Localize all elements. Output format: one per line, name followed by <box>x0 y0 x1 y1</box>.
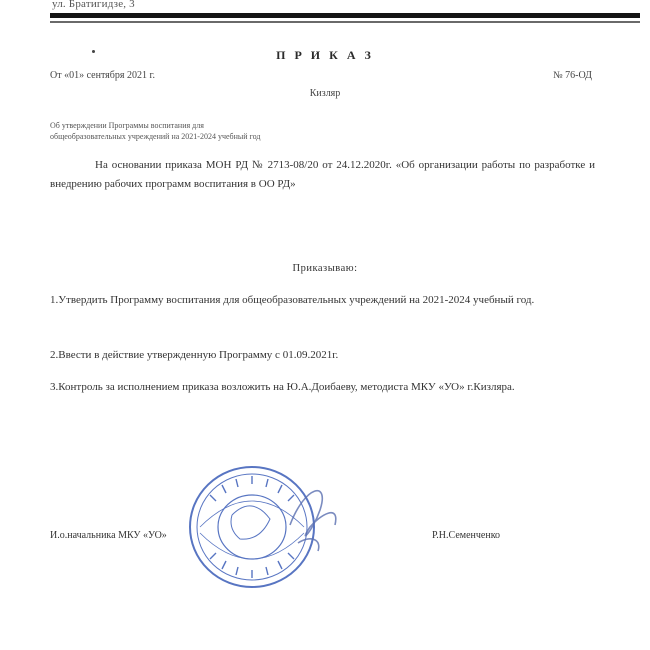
order-item-1: 1.Утвердить Программу воспитания для общеобразовательных учреждений на 2021-2024 учебный год. <box>50 294 535 306</box>
document-city: Кизляр <box>309 88 341 99</box>
official-seal-stamp <box>170 455 350 595</box>
document-number: № 76-ОД <box>553 70 592 81</box>
header-rule-thick <box>50 13 640 18</box>
subject-line-2: общеобразовательных учреждений на 2021-2024 учебный год <box>50 132 261 141</box>
subject-line-1: Об утверждении Программы воспитания для <box>50 121 204 130</box>
preamble-paragraph: На основании приказа МОН РД № 2713-08/20 от 24.12.2020г. «Об организации работы по разработке и внедрению рабочих программ воспитания в ОО РД» <box>50 159 595 190</box>
document-subject <box>50 120 260 142</box>
signer-title: И.о.начальника МКУ «УО» <box>50 530 167 541</box>
document-title: П Р И К А З <box>276 48 374 62</box>
header-rule-thin <box>50 21 640 23</box>
header-address: ул. Братигидзе, 3 <box>52 0 135 10</box>
order-item-2: 2.Ввести в действие утвержденную Программу с 01.09.2021г. <box>50 349 339 361</box>
order-heading: Приказываю: <box>292 263 358 274</box>
document-date: От «01» сентября 2021 г. <box>50 70 155 81</box>
order-item-3: 3.Контроль за исполнением приказа возложить на Ю.А.Доибаеву, методиста МКУ «УО» г.Кизляра. <box>50 381 515 393</box>
signer-name: Р.Н.Семенченко <box>432 530 501 541</box>
